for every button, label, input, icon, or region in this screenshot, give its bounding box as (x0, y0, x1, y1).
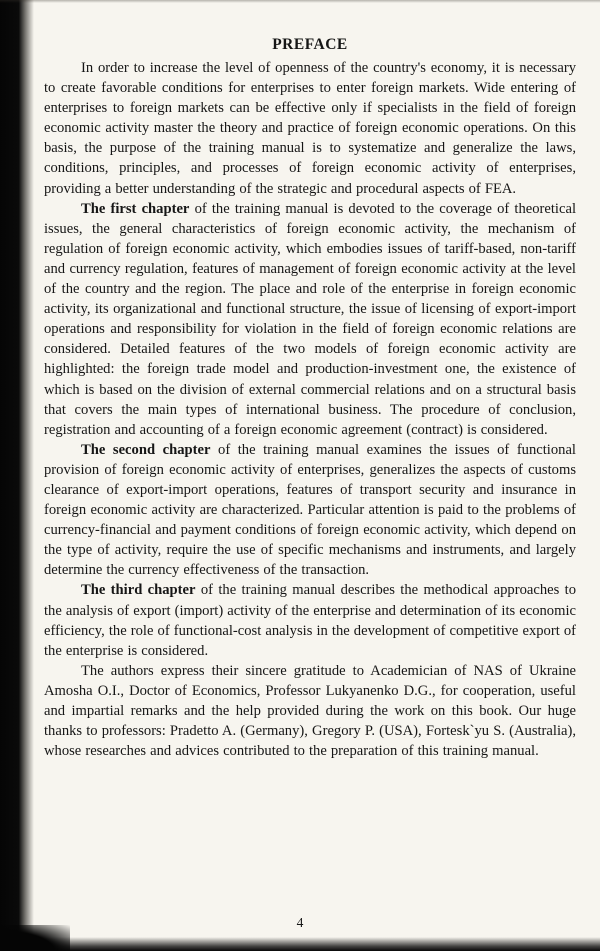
paragraph (44, 199, 576, 440)
paragraph-lead: The first chapter (81, 200, 190, 217)
page-title: PREFACE (272, 36, 348, 53)
paragraph-text: of the training manual describes the methodical approaches to the analysis of export (import) activity of the enterprise and determination of its economic efficiency, the role of functional-cost analysis in the development of competitive export of the enterprise is considered. (44, 582, 576, 659)
paragraph (44, 580, 576, 660)
paragraph (44, 58, 576, 199)
paragraph-lead: The third chapter (81, 582, 196, 599)
paragraph-text: of the training manual is devoted to the coverage of theoretical issues, the general characteristics of foreign economic activity, the mechanism of regulation of foreign economic activity, which embodies issues of tariff-based, non-tariff and currency regulation, features of management of foreign economic activity at the level of the country and the region. The place and role of the enterprise in foreign economic activity, its organizational and functional structure, the issue of licensing of export-import operations and responsibility for violation in the field of foreign economic relations are considered. Detailed features of the two models of foreign economic activity are highlighted: the foreign trade model and production-investment one, the existence of which is based on the division of external commercial relations and on a structural basis that covers the main types of international business. The procedure of conclusion, registration and accounting of a foreign economic agreement (contract) is considered. (44, 200, 576, 438)
page-number: 4 (296, 915, 304, 930)
page-edge-top (0, 0, 600, 3)
paragraph-text: The authors express their sincere gratitude to Academician of NAS of Ukraine Amosha O.I., Doctor of Economics, Professor Lukyanenko D.G., for cooperation, useful and impartial remarks and the help provided during the work on this book. Our huge thanks to professors: Pradetto A. (Germany), Gregory P. (USA), Fortesk`yu S. (Australia), whose researches and advices contributed to the preparation of this training manual. (44, 662, 576, 760)
paragraph-lead: The second chapter (81, 441, 211, 458)
paragraph-text: In order to increase the level of openness of the country's economy, it is necessary to create favorable conditions for enterprises to enter foreign markets. Wide entering of enterprises to foreign markets can be effective only if specialists in the field of foreign economic activity master the theory and practice of foreign economic operations. On this basis, the purpose of the training manual is to systematize and generalize the laws, conditions, principles, and processes of foreign economic activity of enterprises, providing a better understanding of the strategic and procedural aspects of FEA. (44, 60, 576, 197)
paragraph (44, 440, 576, 581)
paragraph (44, 661, 576, 761)
book-binding-shadow-corner (0, 925, 70, 951)
book-binding-shadow-left (0, 0, 34, 951)
page-content (44, 36, 576, 761)
book-binding-shadow-bottom (0, 937, 600, 951)
paragraph-text: of the training manual examines the issues of functional provision of foreign economic activity of enterprises, generalizes the aspects of customs clearance of export-import operations, features of transport security and insurance in foreign economic activity are characterized. Particular attention is paid to the problems of currency-financial and payment conditions of foreign economic activity, which depend on the type of activity, require the use of specific mechanisms and instruments, and largely determine the currency effectiveness of the transaction. (44, 441, 576, 579)
